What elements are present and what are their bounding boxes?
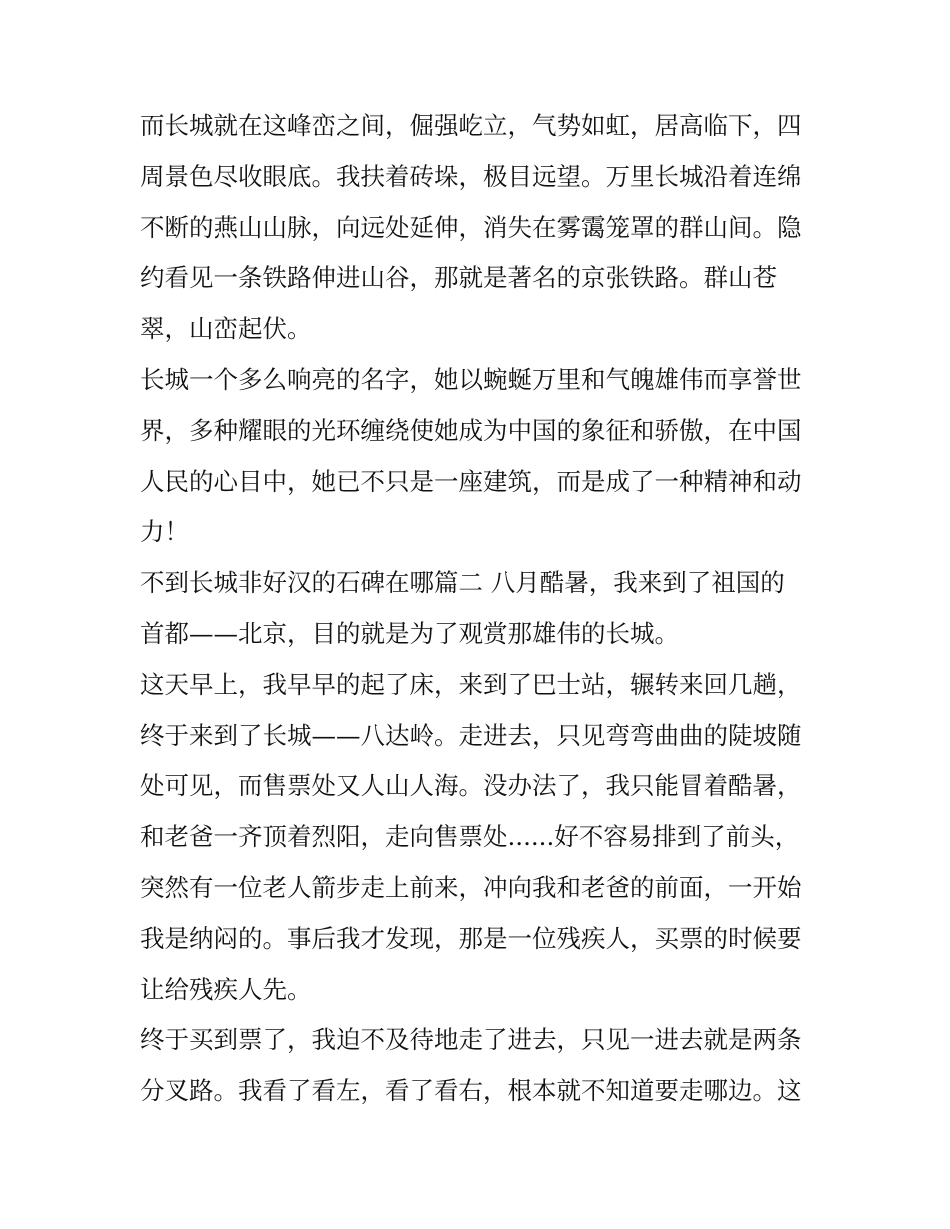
text-line: 这天早上，我早早的起了床，来到了巴士站，辗转来回几趟， xyxy=(140,669,802,699)
text-line: 翠，山峦起伏。 xyxy=(140,314,312,344)
text-line: 终于来到了长城——八达岭。走进去，只见弯弯曲曲的陡坡随 xyxy=(140,720,802,750)
text-line: 分叉路。我看了看左，看了看右，根本就不知道要走哪边。这 xyxy=(140,1076,802,1106)
text-line: 让给残疾人先。 xyxy=(140,974,312,1004)
text-line: 不断的燕山山脉，向远处延伸，消失在雾霭笼罩的群山间。隐 xyxy=(140,212,802,242)
text-line: 界，多种耀眼的光环缠绕使她成为中国的象征和骄傲，在中国 xyxy=(140,415,802,445)
text-line: 周景色尽收眼底。我扶着砖垛，极目远望。万里长城沿着连绵 xyxy=(140,161,802,191)
paragraph-2 xyxy=(140,355,820,558)
text-line: 长城一个多么响亮的名字，她以蜿蜒万里和气魄雄伟而享誉世 xyxy=(140,364,802,394)
text-line: 约看见一条铁路伸进山谷，那就是著名的京张铁路。群山苍 xyxy=(140,263,777,293)
paragraph-4 xyxy=(140,660,820,1016)
text-line: 和老爸一齐顶着烈阳，走向售票处......好不容易排到了前头， xyxy=(140,822,800,852)
text-line: 突然有一位老人箭步走上前来，冲向我和老爸的前面，一开始 xyxy=(140,872,802,902)
paragraph-3 xyxy=(140,558,820,660)
text-line: 我是纳闷的。事后我才发现，那是一位残疾人，买票的时候要 xyxy=(140,923,802,953)
text-line: 终于买到票了，我迫不及待地走了进去，只见一进去就是两条 xyxy=(140,1025,802,1055)
text-line: 不到长城非好汉的石碑在哪篇二 八月酷暑，我来到了祖国的 xyxy=(140,568,785,598)
text-line: 力！ xyxy=(140,517,189,547)
paragraph-5 xyxy=(140,1015,820,1117)
text-line: 而长城就在这峰峦之间，倔强屹立，气势如虹，居高临下，四 xyxy=(140,111,802,140)
text-line: 处可见，而售票处又人山人海。没办法了，我只能冒着酷暑， xyxy=(140,771,802,801)
text-line: 人民的心目中，她已不只是一座建筑，而是成了一种精神和动 xyxy=(140,466,802,496)
document-body xyxy=(140,101,820,1117)
paragraph-1 xyxy=(140,101,820,355)
text-line: 首都——北京，目的就是为了观赏那雄伟的长城。 xyxy=(140,618,679,648)
